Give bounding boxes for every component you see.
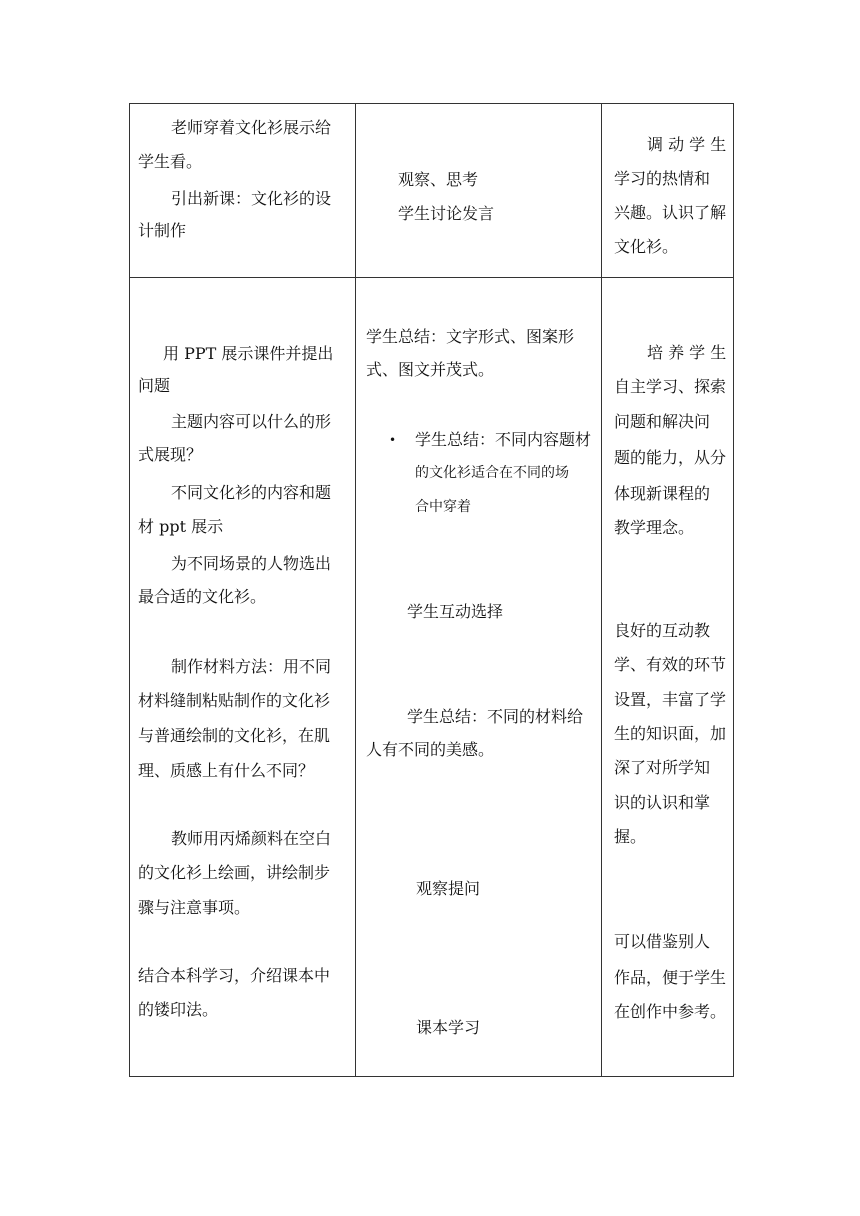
cell-text-line: 自主学习、探索 [614,377,727,396]
cell-text-line: 与普通绘制的文化衫，在肌 [138,726,331,745]
table-border-right [733,103,734,1077]
cell-text-line: 可以借鉴别人 [614,932,711,951]
cell-text-line: 调 动 学 生 [647,135,727,154]
cell-text-line: 问题和解决问 [614,412,711,431]
cell-text-line: 教学理念。 [614,518,695,537]
cell-text-line: 人有不同的美感。 [366,740,495,759]
cell-text-line: 材料缝制粘贴制作的文化衫 [138,691,331,710]
cell-text-line: 握。 [614,827,647,846]
table-border-top [129,103,734,104]
cell-text-line: 观察提问 [416,879,481,898]
cell-text-line: 学、有效的环节 [614,655,727,674]
cell-text-line: 骤与注意事项。 [138,898,251,917]
cell-text-line: 的文化衫适合在不同的场 [415,465,569,481]
cell-text-line: 生的知识面，加 [614,724,727,743]
cell-text-line: 制作材料方法：用不同 [171,657,332,676]
cell-text-line: 兴趣。认识了解 [614,203,727,222]
cell-text-line: 作品，便于学生 [614,968,727,987]
cell-text-line: 引出新课：文化衫的设 [171,189,332,208]
cell-text-line: 的文化衫上绘画，讲绘制步 [138,863,331,882]
column-divider-1 [355,103,356,1077]
cell-text-line: 合中穿着 [415,499,471,515]
cell-text-line: 学生看。 [138,152,203,171]
cell-text-line: 良好的互动教 [614,621,711,640]
cell-text-line: 结合本科学习，介绍课本中 [138,966,331,985]
cell-text-line: 学习的热情和 [614,169,711,188]
cell-text-line: 题的能力，从分 [614,448,727,467]
table-border-bottom [129,1076,734,1077]
cell-text-line: 教师用丙烯颜料在空白 [171,829,332,848]
cell-text-line: 为不同场景的人物选出 [171,554,332,573]
cell-text-line: 式展现？ [138,445,203,464]
cell-text-line: 的镂印法。 [138,1000,219,1019]
cell-text-line: 理、质感上有什么不同？ [138,761,315,780]
cell-text-line: 学生总结：不同的材料给 [407,707,584,726]
cell-text-line: 培 养 学 生 [647,343,727,362]
bullet-icon: • [389,433,397,447]
cell-text-line: 课本学习 [416,1018,481,1037]
cell-text-line: 用 PPT 展示课件并提出 [163,344,334,363]
cell-text-line: 观察、思考 [398,170,479,189]
cell-text-line: 设置，丰富了学 [614,690,727,709]
cell-text-line: 学生总结：文字形式、图案形 [366,327,575,346]
cell-text-line: 式、图文并茂式。 [366,360,495,379]
cell-text-line: 最合适的文化衫。 [138,587,267,606]
cell-text-line: 不同文化衫的内容和题 [171,483,332,502]
cell-text-line: 计制作 [138,221,187,240]
table-border-left [129,103,130,1077]
cell-text-line: 问题 [138,376,171,395]
cell-text-line: 深了对所学知 [614,758,711,777]
cell-text-line: 学生总结：不同内容题材 [415,430,592,449]
cell-text-line: 文化衫。 [614,237,679,256]
cell-text-line: 体现新课程的 [614,484,711,503]
column-divider-2 [601,103,602,1077]
cell-text-line: 老师穿着文化衫展示给 [171,118,332,137]
cell-text-line: 在创作中参考。 [614,1002,727,1021]
cell-text-line: 识的认识和掌 [614,793,711,812]
row-divider [129,277,734,278]
cell-text-line: 主题内容可以什么的形 [171,412,332,431]
cell-text-line: 学生讨论发言 [398,204,495,223]
cell-text-line: 学生互动选择 [407,602,504,621]
cell-text-line: 材 ppt 展示 [138,517,224,536]
